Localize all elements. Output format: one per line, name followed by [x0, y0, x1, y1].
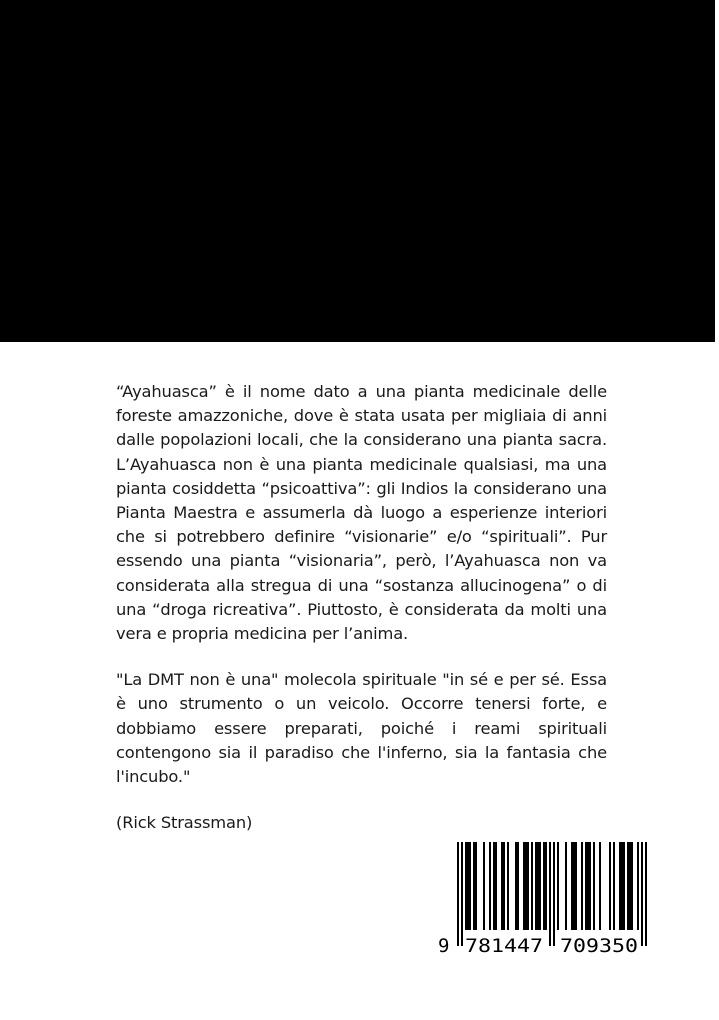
barcode-bar	[553, 842, 555, 946]
barcode-bar	[469, 842, 471, 930]
barcode-bar	[575, 842, 577, 930]
barcode-bar	[483, 842, 485, 930]
barcode-bar	[461, 842, 463, 946]
barcode-bar	[503, 842, 505, 930]
barcode-bar	[489, 842, 491, 930]
barcode-left-group: 781447	[465, 935, 543, 954]
barcode-bar	[545, 842, 547, 930]
barcode-bar	[589, 842, 591, 930]
barcode-bar	[581, 842, 583, 930]
cover-top-black-band	[0, 0, 715, 342]
barcode-right-group: 709350	[560, 935, 638, 954]
description-paragraph: “Ayahuasca” è il nome dato a una pianta medicinale delle foreste amazzoniche, dove è stata usata per migliaia di anni dalle popolazioni locali, che la considerano una pianta sacra. L’Ayahuasca non è una pianta medicinale qualsiasi, ma una pianta cosiddetta “psicoattiva”: gli Indios la considerano una Pianta Maestra e assumerla dà luogo a esperienze interiori che si potrebbero definire “visionarie” e/o “spirituali”. Pur essendo una pianta “visionaria”, però, l’Ayahuasca non va considerata alla stregua di una “sostanza allucinogena” o di una “droga ricreativa”. Piuttosto, è considerata da molti una vera e propria medicina per l’anima.	[116, 382, 607, 644]
barcode-bar	[531, 842, 533, 930]
barcode-bar	[465, 842, 467, 930]
barcode-bar	[629, 842, 631, 930]
isbn-barcode	[437, 842, 655, 954]
barcode-bar	[587, 842, 589, 930]
barcode-bar	[507, 842, 509, 930]
barcode-bar	[549, 842, 551, 946]
barcode-bar	[613, 842, 615, 930]
barcode-bar	[645, 842, 647, 946]
barcode-bar	[457, 842, 459, 946]
barcode-bar	[515, 842, 517, 930]
barcode-bar	[593, 842, 595, 930]
barcode-bar	[539, 842, 541, 930]
barcode-bar	[543, 842, 545, 930]
quote-attribution: (Rick Strassman)	[116, 813, 253, 833]
barcode-bar	[631, 842, 633, 930]
barcode-bar	[535, 842, 537, 930]
barcode-bar	[495, 842, 497, 930]
barcode-bar	[517, 842, 519, 930]
barcode-bar	[523, 842, 525, 930]
cover-right-edge	[715, 0, 719, 1020]
barcode-bar	[619, 842, 621, 930]
barcode-bar	[585, 842, 587, 930]
barcode-bars	[457, 842, 647, 946]
barcode-bar	[565, 842, 567, 930]
barcode-bar	[627, 842, 629, 930]
quote-paragraph: "La DMT non è una" molecola spirituale "in sé e per sé. Essa è uno strumento o un veicolo. Occorre tenersi forte, e dobbiamo essere preparati, poiché i reami spirituali contengono sia il paradiso che l'inferno, sia la fantasia che l'incubo."	[116, 670, 607, 787]
barcode-bar	[573, 842, 575, 930]
barcode-first-digit: 9	[438, 935, 450, 954]
barcode-bar	[473, 842, 475, 930]
barcode-bar	[537, 842, 539, 930]
barcode-bar	[467, 842, 469, 930]
barcode-bar	[599, 842, 601, 930]
barcode-bar	[501, 842, 503, 930]
barcode-bar	[527, 842, 529, 930]
barcode-bar	[641, 842, 643, 946]
barcode-bar	[525, 842, 527, 930]
barcode-bar	[609, 842, 611, 930]
barcode-bar	[493, 842, 495, 930]
barcode-bar	[637, 842, 639, 930]
barcode-bar	[623, 842, 625, 930]
barcode-bar	[475, 842, 477, 930]
back-cover-blurb	[116, 380, 607, 835]
barcode-bar	[557, 842, 559, 930]
barcode-bar	[571, 842, 573, 930]
barcode-bar	[621, 842, 623, 930]
